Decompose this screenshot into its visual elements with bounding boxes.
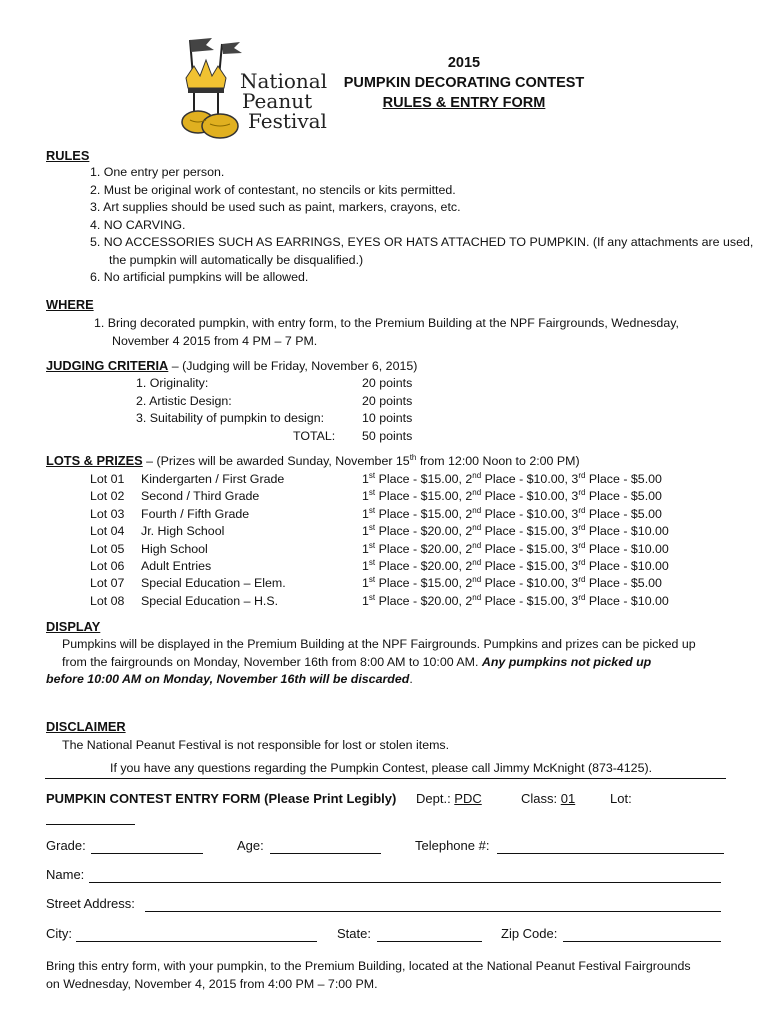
third-prize: $10.00 [630, 541, 669, 556]
state-label: State: [337, 926, 371, 941]
class-field [521, 791, 575, 806]
class-label: Class: [521, 791, 561, 806]
judging-note: – (Judging will be Friday, November 6, 2015) [168, 359, 418, 373]
footer-line: Bring this entry form, with your pumpkin, to the Premium Building, located at the National Peanut Festival Fairgrounds [46, 959, 691, 973]
lot-prizes: 1st Place - $15.00, 2nd Place - $10.00, 3rd Place - $5.00 [362, 488, 662, 504]
lot-row [90, 575, 710, 592]
third-prize: $10.00 [630, 524, 669, 539]
lot-name: High School [141, 541, 208, 556]
criterion-label: 1. Originality: [136, 376, 209, 390]
lot-prizes: 1st Place - $15.00, 2nd Place - $10.00, 3rd Place - $5.00 [362, 505, 662, 521]
lot-name: Jr. High School [141, 524, 225, 539]
logo-word-3: Festival [248, 109, 327, 133]
street-label: Street Address: [46, 896, 135, 911]
lot-row [90, 488, 710, 505]
city-label: City: [46, 926, 72, 941]
rule-item: 2. Must be original work of contestant, no stencils or kits permitted. [90, 182, 456, 197]
first-prize: $20.00 [420, 524, 459, 539]
display-line-end: . [409, 672, 413, 686]
criterion-points: 20 points [362, 393, 413, 408]
page-header [334, 53, 594, 113]
state-input-line[interactable] [377, 941, 482, 942]
lot-number: Lot 03 [90, 506, 125, 521]
lots-note-sup: th [409, 453, 417, 462]
telephone-input-line[interactable] [497, 853, 724, 854]
lot-name: Special Education – Elem. [141, 576, 286, 591]
lot-row [90, 523, 710, 540]
lots-heading: LOTS & PRIZES [46, 453, 143, 468]
name-label: Name: [46, 867, 85, 882]
second-prize: $15.00 [526, 524, 565, 539]
entry-form-title: PUMPKIN CONTEST ENTRY FORM (Please Print Legibly) [46, 791, 397, 806]
rules-heading: RULES [46, 148, 90, 163]
first-prize: $20.00 [420, 541, 459, 556]
display-line [46, 671, 696, 689]
first-prize: $15.00 [420, 506, 459, 521]
judging-heading: JUDGING CRITERIA [46, 358, 169, 373]
logo-word-2: Peanut [242, 89, 313, 113]
rule-item: 6. No artificial pumpkins will be allowed. [90, 270, 309, 284]
lots-note: – (Prizes will be awarded Sunday, November 15 [142, 454, 410, 468]
third-prize: $10.00 [630, 558, 669, 573]
year-heading: 2015 [447, 55, 481, 71]
third-prize: $5.00 [630, 506, 662, 521]
lots-header [46, 453, 580, 468]
first-prize: $15.00 [420, 472, 459, 486]
first-prize: $20.00 [420, 593, 459, 608]
display-emphasis: before 10:00 AM on Monday, November 16th will be discarded [46, 672, 410, 686]
second-prize: $15.00 [526, 541, 565, 556]
class-value: 01 [560, 791, 576, 806]
page-subtitle: RULES & ENTRY FORM [382, 95, 546, 111]
first-prize: $15.00 [420, 489, 459, 504]
lot-prizes: 1st Place - $20.00, 2nd Place - $15.00, 3rd Place - $10.00 [362, 557, 669, 573]
lot-row [90, 506, 710, 523]
judging-criteria-points [362, 375, 412, 445]
zip-label: Zip Code: [501, 926, 558, 941]
second-prize: $15.00 [526, 593, 565, 608]
lot-prizes: 1st Place - $15.00, 2nd Place - $10.00, 3rd Place - $5.00 [362, 575, 662, 591]
lot-label: Lot: [610, 791, 632, 806]
dept-label: Dept.: [416, 791, 455, 806]
where-line: November 4 2015 from 4 PM – 7 PM. [112, 333, 318, 348]
rule-item: 1. One entry per person. [90, 165, 225, 179]
judging-criteria-labels [136, 375, 335, 445]
rule-item: 5. NO ACCESSORIES SUCH AS EARRINGS, EYES OR HATS ATTACHED TO PUMPKIN. (If any attachments are used, [90, 235, 754, 249]
rule-item: 4. NO CARVING. [90, 217, 186, 232]
criterion-points: 10 points [362, 411, 413, 425]
lot-prizes: 1st Place - $20.00, 2nd Place - $15.00, 3rd Place - $10.00 [362, 540, 669, 556]
second-prize: $10.00 [526, 472, 565, 486]
third-prize: $10.00 [630, 593, 669, 608]
second-prize: $15.00 [526, 558, 565, 573]
second-prize: $10.00 [526, 489, 565, 504]
lot-number: Lot 04 [90, 524, 125, 539]
where-line: 1. Bring decorated pumpkin, with entry form, to the Premium Building at the NPF Fairgrounds, Wednesday, [94, 316, 679, 330]
dept-field [416, 791, 482, 806]
lot-name: Fourth / Fifth Grade [141, 506, 250, 521]
first-prize: $15.00 [420, 576, 459, 591]
where-heading: WHERE [46, 297, 94, 312]
criterion-label: 3. Suitability of pumpkin to design: [136, 411, 325, 425]
third-prize: $5.00 [630, 576, 662, 591]
total-points: 50 points [362, 428, 413, 443]
second-prize: $10.00 [526, 576, 565, 591]
logo-word-1: National [240, 69, 328, 93]
logo-emblem-icon [176, 36, 246, 140]
lot-prizes: 1st Place - $15.00, 2nd Place - $10.00, 3rd Place - $5.00 [362, 471, 662, 486]
judging-header [46, 358, 417, 373]
telephone-label: Telephone #: [415, 838, 490, 853]
age-label: Age: [237, 838, 264, 853]
display-text [46, 636, 696, 689]
first-prize: $20.00 [420, 558, 459, 573]
lot-prizes: 1st Place - $20.00, 2nd Place - $15.00, 3rd Place - $10.00 [362, 523, 669, 539]
lot-row [90, 541, 710, 558]
page-title: PUMPKIN DECORATING CONTEST [343, 75, 585, 91]
criterion-label: 2. Artistic Design: [136, 393, 232, 408]
display-line: Pumpkins will be displayed in the Premium Building at the NPF Fairgrounds. Pumpkins and prizes can be picked up [62, 637, 696, 651]
lot-row [90, 558, 710, 575]
section-divider [45, 778, 726, 779]
age-input-line[interactable] [270, 853, 381, 854]
street-input-line[interactable] [145, 911, 721, 912]
display-emphasis: Any pumpkins not picked up [481, 654, 652, 669]
lot-number: Lot 08 [90, 593, 125, 608]
contact-text: If you have any questions regarding the Pumpkin Contest, please call Jimmy McKnight (873-4125). [110, 761, 653, 775]
lot-row [90, 593, 710, 610]
dept-value: PDC [454, 791, 482, 806]
lot-name: Second / Third Grade [141, 489, 260, 504]
lot-number: Lot 06 [90, 558, 125, 573]
lot-input-line[interactable] [46, 824, 135, 825]
lot-name: Adult Entries [141, 558, 212, 573]
third-prize: $5.00 [630, 489, 662, 504]
third-prize: $5.00 [630, 472, 662, 486]
lots-table [90, 471, 710, 610]
grade-label: Grade: [46, 838, 86, 853]
second-prize: $10.00 [526, 506, 565, 521]
total-label: TOTAL: [293, 428, 336, 443]
footer-line: on Wednesday, November 4, 2015 from 4:00 PM – 7:00 PM. [46, 976, 378, 991]
rule-item: 3. Art supplies should be used such as paint, markers, crayons, etc. [90, 200, 461, 214]
lot-name: Special Education – H.S. [141, 593, 279, 608]
criterion-points: 20 points [362, 376, 413, 390]
lot-number: Lot 07 [90, 576, 125, 591]
lot-prizes: 1st Place - $20.00, 2nd Place - $15.00, 3rd Place - $10.00 [362, 592, 669, 608]
lots-note-end: from 12:00 Noon to 2:00 PM) [416, 454, 580, 468]
display-heading: DISPLAY [46, 619, 101, 634]
disclaimer-text: The National Peanut Festival is not responsible for lost or stolen items. [62, 738, 450, 752]
rule-item-continued: the pumpkin will automatically be disqualified.) [109, 252, 364, 267]
zip-input-line[interactable] [563, 941, 721, 942]
display-line [46, 654, 696, 672]
grade-input-line[interactable] [91, 853, 203, 854]
entry-footer [46, 958, 691, 993]
lot-number: Lot 02 [90, 489, 125, 504]
where-text [94, 315, 679, 350]
name-input-line[interactable] [89, 882, 721, 883]
festival-logo [176, 36, 328, 140]
lot-name: Kindergarten / First Grade [141, 472, 285, 486]
disclaimer-heading: DISCLAIMER [46, 719, 126, 734]
city-input-line[interactable] [76, 941, 317, 942]
lot-number: Lot 05 [90, 541, 125, 556]
lot-number: Lot 01 [90, 472, 125, 486]
display-line-plain: from the fairgrounds on Monday, November 16th from 8:00 AM to 10:00 AM. [62, 654, 482, 669]
rules-list [90, 164, 753, 287]
lot-row [90, 471, 710, 488]
